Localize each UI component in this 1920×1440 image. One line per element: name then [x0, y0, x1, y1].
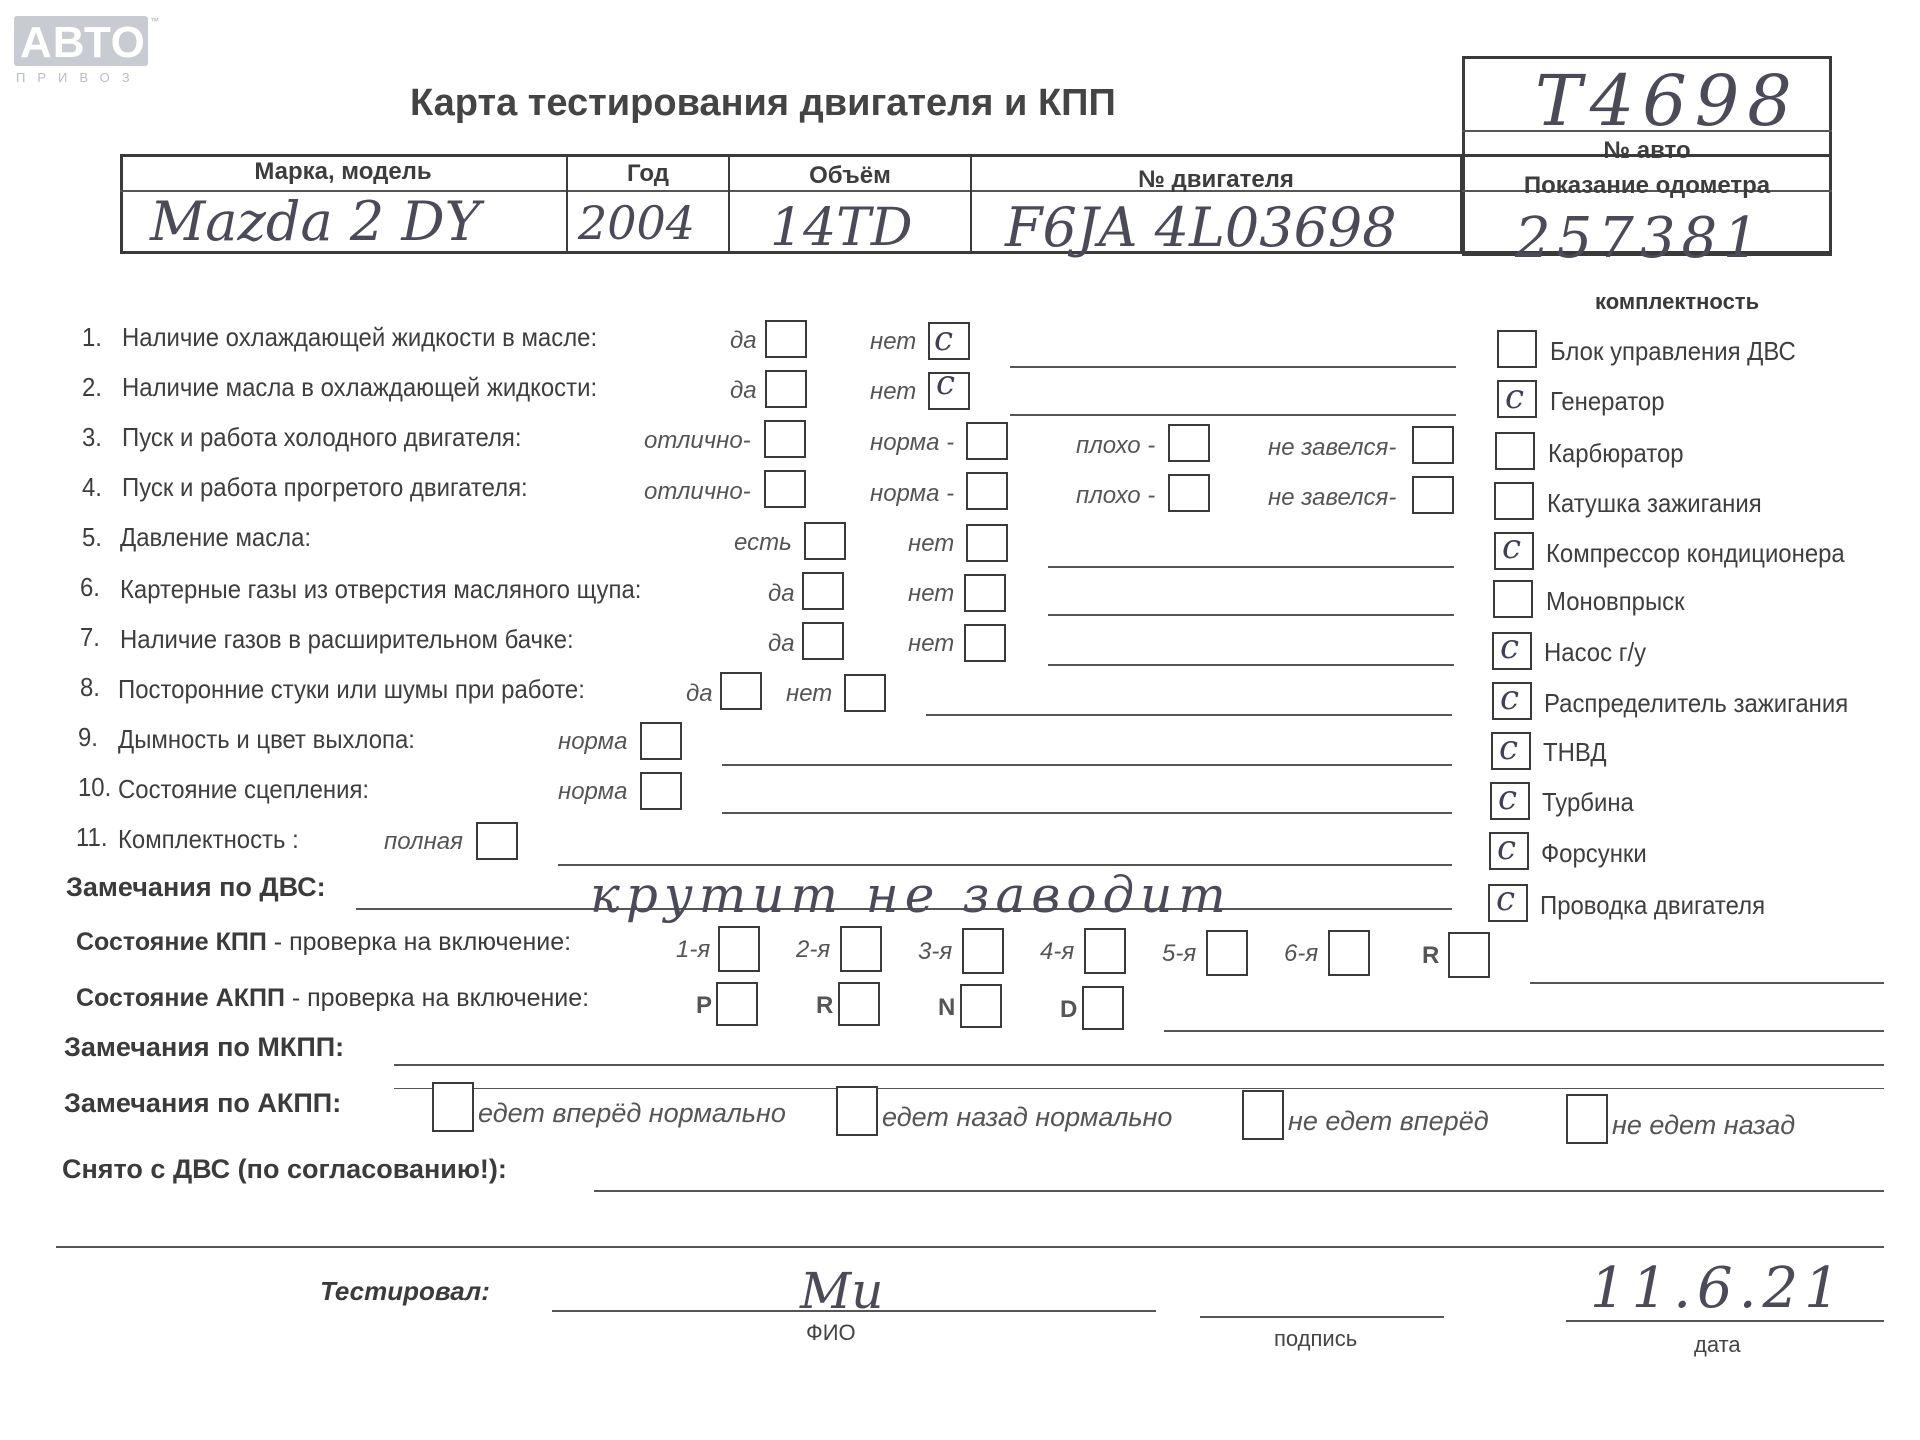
q10-normal-checkbox[interactable]: [640, 772, 682, 810]
q7-number: 7.: [80, 622, 100, 652]
check-mark-ac-compressor: c: [1502, 527, 1522, 567]
q2-text: Наличие масла в охлаждающей жидкости:: [122, 372, 598, 402]
header-model-value: Mazda 2 DY: [150, 190, 481, 253]
tester-signature-mark: Ми: [800, 1262, 884, 1320]
auto-option-forward-ok-checkbox[interactable]: [432, 1082, 474, 1132]
q4-no-start-checkbox[interactable]: [1412, 476, 1454, 514]
q3-number: 3.: [82, 422, 102, 452]
check-mark-distributor: c: [1500, 678, 1520, 718]
q8-number: 8.: [80, 672, 100, 702]
fio-label: ФИО: [806, 1320, 856, 1345]
removed-label: Снято с ДВС (по согласованию!):: [62, 1154, 507, 1184]
auto-gearbox-notes-line: [1164, 1030, 1884, 1032]
remarks-manual-line: [394, 1064, 1884, 1066]
q3-opt-no-start-label: не завелся-: [1268, 434, 1397, 461]
date-value: 11.6.21: [1590, 1256, 1846, 1321]
completeness-label-injection-pump: ТНВД: [1543, 737, 1607, 767]
gear-3-label: 3-я: [918, 938, 953, 965]
q2-opt-no-label: нет: [870, 378, 917, 405]
q4-normal-checkbox[interactable]: [966, 472, 1008, 510]
completeness-label-generator: Генератор: [1550, 386, 1665, 416]
q2-yes-checkbox[interactable]: [765, 370, 807, 408]
q1-opt-no-label: нет: [870, 328, 917, 355]
gear-5-label: 5-я: [1162, 940, 1197, 967]
q9-text: Дымность и цвет выхлопа:: [118, 724, 415, 754]
header-year-value: 2004: [578, 196, 696, 250]
q9-notes-line: [722, 764, 1452, 766]
q1-notes-line: [1010, 366, 1456, 368]
completeness-label-injectors: Форсунки: [1541, 838, 1647, 868]
gear-6-checkbox[interactable]: [1328, 930, 1370, 976]
gear-1-label: 1-я: [676, 936, 711, 963]
q3-text: Пуск и работа холодного двигателя:: [122, 422, 522, 452]
header-volume-value: 14TD: [770, 198, 913, 258]
tested-by-label: Тестировал:: [320, 1276, 490, 1306]
manual-gearbox-notes-line: [1530, 982, 1884, 984]
q6-opt-no-label: нет: [908, 580, 955, 607]
header-engine-no-value: F6JA 4L03698: [1005, 196, 1397, 259]
completeness-label-distributor: Распределитель зажигания: [1544, 688, 1849, 718]
remarks-manual-label: Замечания по МКПП:: [64, 1032, 345, 1062]
q8-notes-line: [926, 714, 1452, 716]
auto-gearbox-label-rest: - проверка на включение:: [284, 984, 590, 1012]
auto-option-forward-ok-label: едет вперёд нормально: [478, 1098, 786, 1128]
completeness-label-power-steering-pump: Насос г/у: [1544, 637, 1647, 667]
car-number-value: T4698: [1535, 60, 1800, 142]
gear-6-label: 6-я: [1284, 940, 1319, 967]
gear-2-checkbox[interactable]: [840, 926, 882, 972]
q11-full-checkbox[interactable]: [476, 822, 518, 860]
gear-4-checkbox[interactable]: [1084, 928, 1126, 974]
completeness-title: комплектность: [1595, 289, 1760, 314]
q7-notes-line: [1048, 664, 1454, 666]
signature-label: подпись: [1274, 1326, 1358, 1351]
q5-notes-line: [1048, 566, 1454, 568]
header-odometer-value: 257381: [1515, 206, 1765, 271]
auto-option-reverse-ok-label: едет назад нормально: [882, 1102, 1173, 1132]
completeness-label-turbine: Турбина: [1542, 787, 1634, 817]
remarks-engine-value: крутит не заводит: [590, 866, 1232, 924]
logo-tm: ™: [150, 16, 159, 26]
logo-text: АВТО: [20, 18, 146, 67]
manual-gearbox-label-bold: Состояние КПП: [76, 928, 267, 956]
mode-p-label: P: [696, 992, 713, 1019]
q10-text: Состояние сцепления:: [118, 774, 370, 804]
q1-no-check-mark: c: [934, 319, 954, 359]
q7-opt-yes-label: да: [768, 630, 795, 657]
header-odometer-label: Показание одометра: [1523, 172, 1771, 199]
check-mark-engine-wiring: c: [1496, 879, 1516, 919]
q9-opt-normal-label: норма: [558, 728, 628, 755]
q7-yes-checkbox[interactable]: [802, 622, 844, 660]
q6-no-checkbox[interactable]: [964, 574, 1006, 612]
mode-n-checkbox[interactable]: [960, 984, 1002, 1028]
q8-yes-checkbox[interactable]: [720, 672, 762, 710]
remarks-auto-label: Замечания по АКПП:: [64, 1088, 342, 1118]
q4-opt-normal-label: норма -: [870, 480, 955, 507]
completeness-label-ecu: Блок управления ДВС: [1550, 336, 1796, 366]
q3-opt-normal-label: норма -: [870, 429, 955, 456]
q4-excellent-checkbox[interactable]: [764, 470, 806, 508]
completeness-label-ac-compressor: Компрессор кондиционера: [1546, 538, 1845, 568]
gear-3-checkbox[interactable]: [962, 928, 1004, 974]
completeness-checkbox-carburetor[interactable]: [1495, 432, 1535, 470]
completeness-label-carburetor: Карбюратор: [1548, 438, 1684, 468]
header-model-label: Марка, модель: [254, 158, 432, 185]
remarks-manual-line-2: [394, 1088, 1884, 1089]
q11-text: Комплектность :: [118, 824, 299, 854]
q5-opt-no-label: нет: [908, 530, 955, 557]
q6-number: 6.: [80, 572, 100, 602]
mode-p-checkbox[interactable]: [716, 982, 758, 1026]
q2-notes-line: [1010, 414, 1456, 416]
date-label: дата: [1694, 1332, 1741, 1357]
signature-line: [1200, 1316, 1444, 1318]
check-mark-generator: c: [1505, 377, 1525, 417]
q5-number: 5.: [82, 522, 102, 552]
gear-5-checkbox[interactable]: [1206, 930, 1248, 976]
completeness-label-mono-injection: Моновпрыск: [1546, 586, 1685, 616]
q11-opt-full-label: полная: [384, 828, 463, 855]
q5-yes-checkbox[interactable]: [804, 522, 846, 560]
mode-d-checkbox[interactable]: [1082, 986, 1124, 1030]
q8-opt-yes-label: да: [686, 680, 713, 707]
q3-no-start-checkbox[interactable]: [1412, 426, 1454, 464]
q7-no-checkbox[interactable]: [964, 624, 1006, 662]
mode-n-label: N: [938, 994, 956, 1021]
logo-subtitle: ПРИВОЗ: [16, 70, 142, 85]
q1-yes-checkbox[interactable]: [765, 320, 807, 358]
removed-line: [594, 1190, 1884, 1192]
q1-opt-yes-label: да: [730, 327, 757, 354]
q10-opt-normal-label: норма: [558, 778, 628, 805]
q9-number: 9.: [78, 722, 98, 752]
q6-opt-yes-label: да: [768, 580, 795, 607]
q6-text: Картерные газы из отверстия масляного щупа:: [120, 574, 642, 604]
completeness-label-ignition-coil: Катушка зажигания: [1547, 488, 1762, 518]
q2-no-check-mark: c: [936, 363, 956, 403]
header-engine-no-label: № двигателя: [1138, 166, 1294, 193]
auto-option-reverse-ok-checkbox[interactable]: [836, 1086, 878, 1136]
gear-r-label: R: [1422, 942, 1440, 969]
q3-opt-excellent-label: отлично-: [644, 427, 751, 454]
q9-normal-checkbox[interactable]: [640, 722, 682, 760]
q4-text: Пуск и работа прогретого двигателя:: [122, 472, 528, 502]
q10-number: 10.: [78, 772, 112, 802]
q11-number: 11.: [76, 822, 108, 852]
q7-opt-no-label: нет: [908, 630, 955, 657]
auto-option-no-forward-checkbox[interactable]: [1242, 1090, 1284, 1140]
mode-r-label: R: [816, 992, 834, 1019]
auto-gearbox-label: [76, 984, 589, 1013]
q4-opt-no-start-label: не завелся-: [1268, 484, 1397, 511]
q2-number: 2.: [82, 372, 102, 402]
header-year-label: Год: [627, 160, 669, 187]
gear-r-checkbox[interactable]: [1448, 932, 1490, 978]
q1-text: Наличие охлаждающей жидкости в масле:: [122, 322, 598, 352]
header-col-sep-4: [1460, 154, 1462, 254]
q5-opt-yes-label: есть: [734, 529, 792, 556]
check-mark-turbine: c: [1498, 778, 1518, 818]
q4-opt-bad-label: плохо -: [1076, 482, 1156, 509]
header-volume-label: Объём: [809, 162, 891, 189]
car-number-caption: № авто: [1603, 137, 1691, 164]
auto-gearbox-label-bold: Состояние АКПП: [76, 984, 285, 1012]
q5-no-checkbox[interactable]: [966, 524, 1008, 562]
gear-2-label: 2-я: [796, 936, 831, 963]
check-mark-power-steering-pump: c: [1500, 627, 1520, 667]
q3-bad-checkbox[interactable]: [1168, 424, 1210, 462]
q7-text: Наличие газов в расширительном бачке:: [120, 624, 574, 654]
gear-1-checkbox[interactable]: [718, 926, 760, 972]
q2-opt-yes-label: да: [730, 377, 757, 404]
check-mark-injection-pump: c: [1499, 728, 1519, 768]
completeness-label-engine-wiring: Проводка двигателя: [1540, 890, 1766, 920]
q6-yes-checkbox[interactable]: [802, 572, 844, 610]
completeness-checkbox-ignition-coil[interactable]: [1494, 482, 1534, 520]
q3-excellent-checkbox[interactable]: [764, 420, 806, 458]
q4-number: 4.: [82, 472, 102, 502]
check-mark-injectors: c: [1497, 828, 1517, 868]
form-title: Карта тестирования двигателя и КПП: [410, 82, 1116, 124]
manual-gearbox-label: [76, 928, 571, 957]
gear-4-label: 4-я: [1040, 938, 1075, 965]
q4-opt-excellent-label: отлично-: [644, 478, 751, 505]
auto-option-no-reverse-checkbox[interactable]: [1566, 1094, 1608, 1144]
q8-no-checkbox[interactable]: [844, 674, 886, 712]
section-divider-line: [56, 1246, 1884, 1248]
mode-r-checkbox[interactable]: [838, 982, 880, 1026]
q3-normal-checkbox[interactable]: [966, 422, 1008, 460]
remarks-engine-label: Замечания по ДВС:: [66, 872, 326, 902]
completeness-checkbox-mono-injection[interactable]: [1493, 580, 1533, 618]
q1-number: 1.: [82, 322, 102, 352]
q6-notes-line: [1048, 614, 1454, 616]
mode-d-label: D: [1060, 996, 1078, 1023]
q10-notes-line: [722, 812, 1452, 814]
auto-option-no-reverse-label: не едет назад: [1612, 1110, 1796, 1140]
q5-text: Давление масла:: [120, 522, 312, 552]
q8-text: Посторонние стуки или шумы при работе:: [118, 674, 585, 704]
q4-bad-checkbox[interactable]: [1168, 474, 1210, 512]
completeness-checkbox-ecu[interactable]: [1497, 330, 1537, 368]
manual-gearbox-label-rest: - проверка на включение:: [266, 928, 572, 956]
q3-opt-bad-label: плохо -: [1076, 432, 1156, 459]
q8-opt-no-label: нет: [786, 680, 833, 707]
auto-option-no-forward-label: не едет вперёд: [1288, 1106, 1489, 1136]
